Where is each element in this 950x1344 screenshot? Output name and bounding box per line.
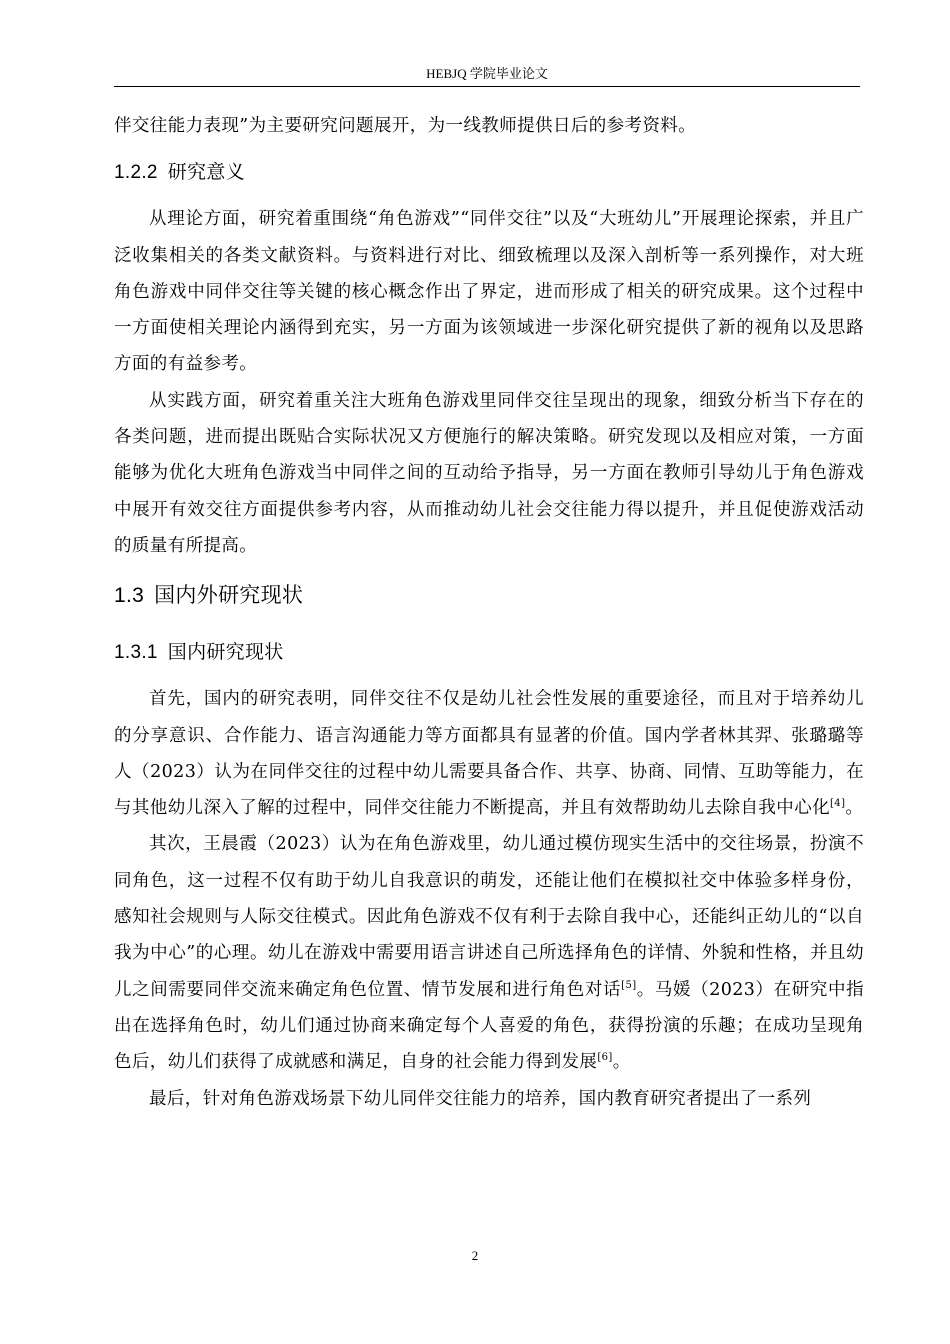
paragraph-text: 。马媛（2023）在研究中指出在选择角色时，幼儿们通过协商来确定每个人喜爱的角色，获得扮演的乐趣；在成功呈现角色后，幼儿们获得了成就感和满足，自身的社会能力得到发展 (114, 979, 865, 1073)
page-body (114, 108, 864, 1117)
citation-4: [4] (830, 798, 846, 810)
section-heading-1-2-2 (114, 157, 864, 184)
section-title: 研究意义 (167, 161, 245, 184)
paragraph-continuation: 伴交往能力表现”为主要研究问题展开，为一线教师提供日后的参考资料。 (114, 116, 697, 136)
paragraph-text: 首先，国内的研究表明，同伴交往不仅是幼儿社会性发展的重要途径，而且对于培养幼儿的分享意识、合作能力、语言沟通能力等方面都具有显著的价值。国内学者林其羿、张璐璐等人（2023）认为在同伴交往的过程中幼儿需要具备合作、共享、协商、同情、互助等能力，在与其他幼儿深入了解的过程中，同伴交往能力不断提高，并且有效帮助幼儿去除自我中心化 (114, 689, 864, 819)
running-header: HEBJQ 学院毕业论文 (426, 66, 548, 81)
section-title: 国内外研究现状 (154, 583, 304, 608)
section-title: 国内研究现状 (167, 641, 284, 664)
paragraph-end: 。 (612, 1052, 631, 1073)
paragraph-text: 其次，王晨霞（2023）认为在角色游戏里，幼儿通过模仿现实生活中的交往场景，扮演不同角色，这一过程不仅有助于幼儿自我意识的萌发，还能让他们在模拟社交中体验多样身份，感知社会规则与人际交往模式。因此角色游戏不仅有利于去除自我中心，还能纠正幼儿的“以自我为中心”的心理。幼儿在游戏中需要用语言讲述自己所选择角色的详情、外貌和性格，并且幼儿之间需要同伴交流来确定角色位置、情节发展和进行角色对话 (114, 834, 864, 1000)
page-number: 2 (471, 1248, 479, 1263)
paragraph-domestic-3: 最后，针对角色游戏场景下幼儿同伴交往能力的培养，国内教育研究者提出了一系列 (149, 1088, 812, 1109)
section-number: 1.2.2 (114, 162, 158, 184)
section-heading-1-3-1 (114, 637, 864, 664)
section-number: 1.3 (114, 584, 145, 608)
paragraph-theory: 从理论方面，研究着重围绕“角色游戏”“同伴交往”以及“大班幼儿”开展理论探索，并且广泛收集相关的各类文献资料。与资料进行对比、细致梳理以及深入剖析等一系列操作，对大班角色游戏中同伴交往等关键的核心概念作出了界定，进而形成了相关的研究成果。这个过程中一方面使相关理论内涵得到充实，另一方面为该领域进一步深化研究提供了新的视角以及思路方面的有益参考。 (114, 209, 864, 375)
header-rule (114, 86, 860, 87)
paragraph-domestic-2 (114, 826, 864, 1080)
section-number: 1.3.1 (114, 642, 158, 664)
paragraph-practice: 从实践方面，研究着重关注大班角色游戏里同伴交往呈现出的现象，细致分析当下存在的各类问题，进而提出既贴合实际状况又方便施行的解决策略。研究发现以及相应对策，一方面能够为优化大班角色游戏当中同伴之间的互动给予指导，另一方面在教师引导幼儿于角色游戏中展开有效交往方面提供参考内容，从而推动幼儿社会交往能力得以提升，并且促使游戏活动的质量有所提高。 (114, 390, 864, 556)
section-heading-1-3 (114, 579, 864, 609)
paragraph-domestic-1 (114, 681, 864, 826)
citation-5: [5] (621, 979, 637, 991)
citation-6: [6] (597, 1052, 613, 1064)
paragraph-end: 。 (845, 798, 864, 819)
